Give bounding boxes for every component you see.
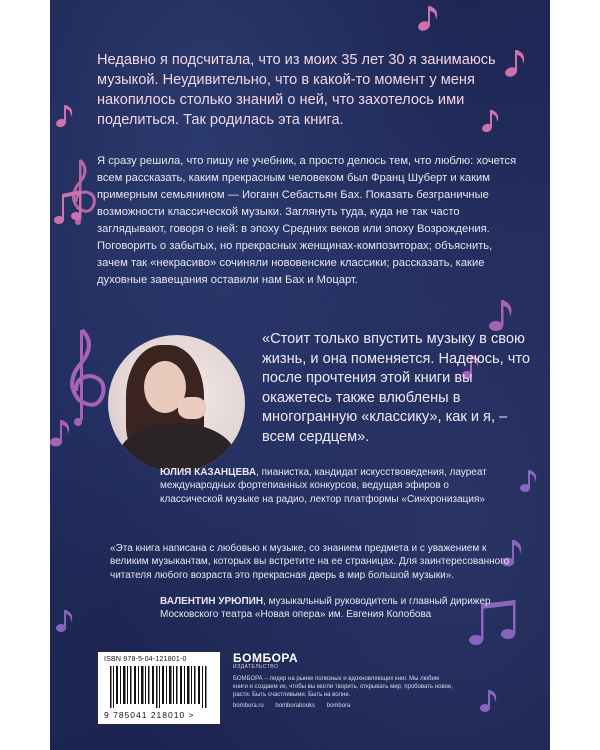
body-paragraph: Я сразу решила, что пишу не учебник, а просто делюсь тем, что люблю: хочется всем рассказать, каким прекрасным человеком был Франц Шуберт и каким примерным семьянином — Иоганн Себастьян Бах. Показать безграничные возможности классической музыки. Заглянуть туда, куда не так часто заглядывают, говоря о ней: в эпоху Средних веков или эпоху Возрождения. Поговорить о забытых, но прекрасных женщинах-композиторах; объяснить, зачем так «некрасиво» сочиняли нововенские классики; рассказать, какие духовные завещания оставили нам Бах и Моцарт. [97, 155, 517, 286]
social-link-account[interactable]: bombora [326, 703, 351, 709]
author-description: , пианистка, кандидат искусствоведения, лауреат международных фортепианных конкурсов, ведущая эфиров о классической музыке на радио, лектор платформы «Синхронизация» [160, 467, 487, 505]
reviewer-title: , музыкальный руководитель и главный дирижер Московского театра «Новая опера» им. Евгения Колобова [160, 596, 491, 621]
back-cover [50, 0, 550, 750]
publisher-logo-sub: ИЗДАТЕЛЬСТВО [233, 664, 279, 670]
author-quote: «Стоит только впустить музыку в свою жизнь, и она поменяется. Надеюсь, что после прочтения этой книги вы окажетесь также влюблены в многогранную «классику», как и я, – всем сердцем». [262, 331, 531, 445]
social-link-books[interactable]: bomborabooks [275, 703, 316, 709]
isbn-label: ISBN 978-5-04-121801-0 [104, 656, 187, 663]
eighth-note-icon [417, 6, 437, 32]
barcode-icon [110, 666, 210, 708]
barcode-number: 9 785041 218010 > [104, 710, 195, 720]
author-photo [108, 335, 245, 472]
lead-paragraph: Недавно я подсчитала, что из моих 35 лет 30 я занимаюсь музыкой. Неудивительно, что в какой-то момент у меня накопилось столько знаний о ней, что захотелось ими поделиться. Так родилась эта книга. [97, 52, 496, 128]
publisher-logo: БОМБОРА [233, 651, 299, 665]
social-link-site[interactable]: bombora.ru [233, 703, 264, 709]
eighth-note-icon [520, 470, 536, 492]
eighth-note-icon [50, 420, 69, 447]
publisher-social [233, 703, 473, 709]
eighth-note-icon [56, 610, 72, 632]
barcode-panel [98, 652, 220, 724]
treble-clef-icon [72, 330, 103, 426]
eighth-note-icon [55, 105, 72, 128]
author-bio [160, 466, 510, 506]
eighth-note-icon [489, 300, 511, 331]
eighth-note-icon [480, 690, 496, 712]
reviewer [160, 595, 520, 622]
review-text: «Эта книга написана с любовью к музыке, со знанием предмета и с уважением к великим музыкантам, которых вы встретите на ее страницах. Для заинтересованного читателя любого возраста это прекрасная дверь в мир большой музыки». [110, 543, 510, 581]
author-name: ЮЛИЯ КАЗАНЦЕВА [160, 467, 257, 478]
reviewer-name: ВАЛЕНТИН УРЮПИН [160, 596, 264, 607]
publisher-about: БОМБОРА – лидер на рынке полезных и вдохновляющих книг. Мы любим книги и создаем их, чтобы вы могли творить, открывать мир, пробовать новое, расти. Быть счастливыми. Быть на волне. [233, 676, 453, 698]
